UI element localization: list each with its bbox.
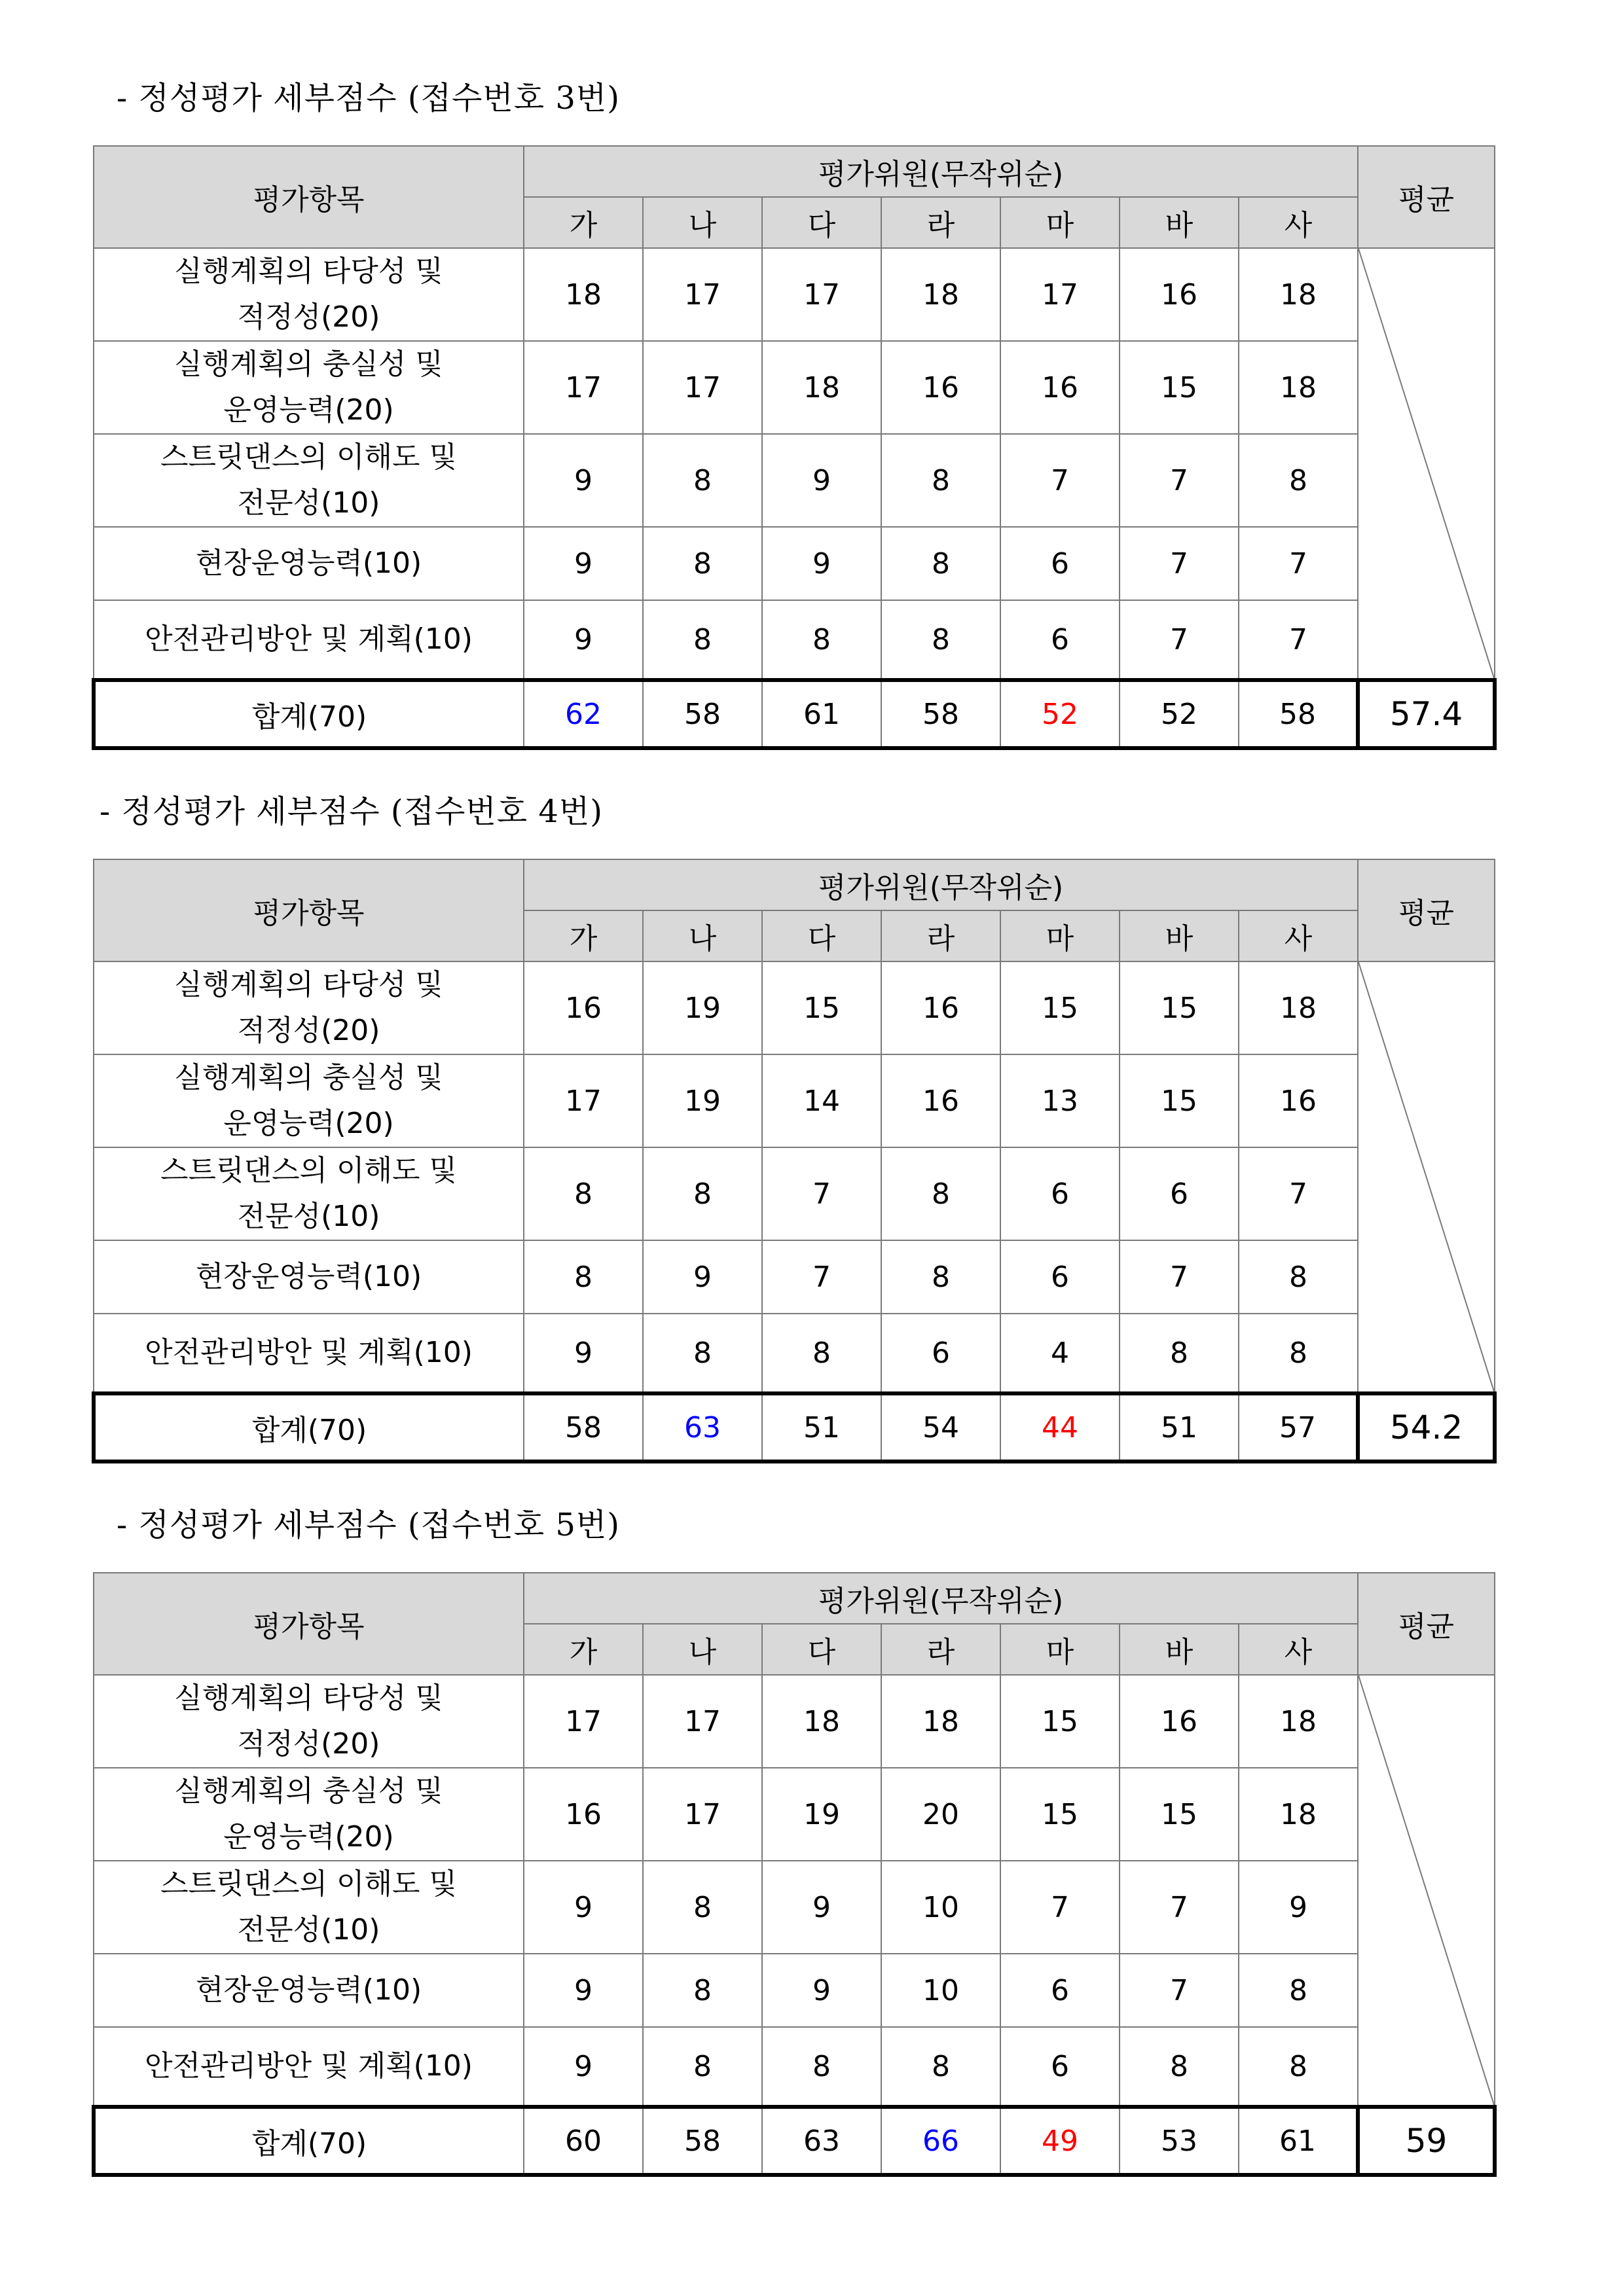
score-cell: 13	[1000, 1054, 1120, 1147]
total-label: 합계(70)	[94, 680, 524, 748]
item-name	[94, 961, 524, 1054]
item-name	[94, 1147, 524, 1240]
section-title: - 정성평가 세부점수 (접수번호 3번)	[117, 80, 621, 117]
item-name-line: 실행계획의 타당성 및	[174, 255, 443, 288]
header-item-label: 평가항목	[94, 859, 524, 961]
score-cell: 16	[881, 1054, 1000, 1147]
score-cell: 18	[1239, 961, 1358, 1054]
score-cell: 16	[881, 341, 1000, 434]
evaluator-code: 라	[881, 1624, 1000, 1675]
total-row	[94, 2107, 1495, 2175]
item-name-line: 전문성(10)	[237, 1200, 380, 1233]
item-name	[94, 1675, 524, 1768]
item-name-line: 실행계획의 타당성 및	[174, 1681, 443, 1715]
score-cell: 6	[1000, 2027, 1120, 2107]
score-cell: 6	[881, 1314, 1000, 1393]
score-cell: 7	[1239, 1147, 1358, 1240]
item-name-line: 전문성(10)	[237, 1913, 380, 1946]
item-name	[94, 1954, 524, 2027]
score-cell: 8	[1239, 434, 1358, 527]
item-name-line: 운영능력(20)	[223, 1820, 394, 1854]
total-score: 53	[1120, 2107, 1239, 2175]
total-score: 58	[524, 1393, 643, 1462]
score-cell: 9	[524, 527, 643, 600]
score-cell: 9	[643, 1240, 762, 1314]
average-diagonal-cell	[1358, 248, 1495, 680]
item-name-line: 실행계획의 충실성 및	[174, 348, 443, 381]
score-cell: 9	[524, 2027, 643, 2107]
score-cell: 9	[524, 1954, 643, 2027]
total-score: 62	[524, 680, 643, 748]
evaluator-code: 사	[1239, 910, 1358, 961]
table-row	[94, 434, 1495, 527]
score-cell: 10	[881, 1954, 1000, 2027]
score-cell: 7	[762, 1147, 881, 1240]
score-cell: 8	[524, 1147, 643, 1240]
evaluator-code: 바	[1120, 197, 1239, 248]
item-name-line: 안전관리방안 및 계획(10)	[145, 1336, 473, 1369]
score-cell: 15	[1120, 341, 1239, 434]
score-cell: 8	[643, 1314, 762, 1393]
total-score: 44	[1000, 1393, 1120, 1462]
score-cell: 8	[762, 2027, 881, 2107]
score-cell: 17	[643, 248, 762, 341]
score-table	[92, 1572, 1497, 2177]
score-cell: 15	[1000, 1768, 1120, 1861]
score-cell: 18	[1239, 248, 1358, 341]
score-cell: 6	[1000, 1954, 1120, 2027]
score-cell: 15	[762, 961, 881, 1054]
item-name-line: 운영능력(20)	[223, 1107, 394, 1140]
item-name	[94, 2027, 524, 2107]
item-name-line: 실행계획의 타당성 및	[174, 968, 443, 1001]
table-row	[94, 1768, 1495, 1861]
score-cell: 18	[881, 248, 1000, 341]
item-name-line: 실행계획의 충실성 및	[174, 1774, 443, 1808]
total-score: 51	[1120, 1393, 1239, 1462]
table-row	[94, 600, 1495, 680]
score-cell: 14	[762, 1054, 881, 1147]
score-cell: 9	[1239, 1861, 1358, 1954]
score-cell: 18	[1239, 341, 1358, 434]
evaluator-code: 라	[881, 197, 1000, 248]
table-row	[94, 961, 1495, 1054]
table-row	[94, 1240, 1495, 1314]
average-diagonal-cell	[1358, 961, 1495, 1393]
header-average-label: 평균	[1358, 1573, 1495, 1675]
diagonal-line	[1359, 249, 1494, 678]
score-cell: 4	[1000, 1314, 1120, 1393]
score-cell: 18	[762, 341, 881, 434]
evaluator-code: 마	[1000, 910, 1120, 961]
total-label: 합계(70)	[94, 1393, 524, 1462]
item-name	[94, 527, 524, 600]
table-row	[94, 1054, 1495, 1147]
score-cell: 8	[881, 600, 1000, 680]
score-cell: 9	[524, 1861, 643, 1954]
score-cell: 8	[762, 1314, 881, 1393]
average-value: 57.4	[1358, 680, 1495, 748]
score-cell: 6	[1120, 1147, 1239, 1240]
score-cell: 17	[643, 1675, 762, 1768]
score-cell: 7	[1120, 527, 1239, 600]
evaluator-code: 나	[643, 1624, 762, 1675]
evaluator-code: 다	[762, 197, 881, 248]
total-label: 합계(70)	[94, 2107, 524, 2175]
score-cell: 17	[643, 341, 762, 434]
item-name-line: 현장운영능력(10)	[195, 1260, 422, 1293]
table-row	[94, 341, 1495, 434]
evaluator-code: 다	[762, 910, 881, 961]
score-cell: 9	[524, 1314, 643, 1393]
score-cell: 8	[1239, 1954, 1358, 2027]
item-name-line: 전문성(10)	[237, 486, 380, 520]
total-score: 60	[524, 2107, 643, 2175]
table-row	[94, 1147, 1495, 1240]
evaluator-code: 사	[1239, 197, 1358, 248]
score-cell: 18	[1239, 1768, 1358, 1861]
score-cell: 8	[643, 600, 762, 680]
evaluator-code: 마	[1000, 1624, 1120, 1675]
item-name-line: 현장운영능력(10)	[195, 547, 422, 580]
score-cell: 15	[1120, 1054, 1239, 1147]
header-evaluators-label: 평가위원(무작위순)	[524, 1573, 1358, 1624]
total-score: 58	[1239, 680, 1358, 748]
item-name-line: 실행계획의 충실성 및	[174, 1061, 443, 1094]
item-name-line: 적정성(20)	[237, 300, 380, 334]
item-name-line: 스트릿댄스의 이해도 및	[160, 1867, 457, 1901]
item-name	[94, 248, 524, 341]
total-score: 66	[881, 2107, 1000, 2175]
score-cell: 8	[881, 527, 1000, 600]
score-cell: 7	[1120, 1861, 1239, 1954]
score-cell: 15	[1120, 1768, 1239, 1861]
score-cell: 18	[762, 1675, 881, 1768]
section-title: - 정성평가 세부점수 (접수번호 5번)	[117, 1507, 621, 1543]
score-cell: 16	[1239, 1054, 1358, 1147]
score-cell: 6	[1000, 1147, 1120, 1240]
score-cell: 16	[1000, 341, 1120, 434]
item-name-line: 적정성(20)	[237, 1727, 380, 1761]
score-cell: 20	[881, 1768, 1000, 1861]
score-cell: 9	[762, 1861, 881, 1954]
score-cell: 19	[643, 961, 762, 1054]
score-cell: 7	[762, 1240, 881, 1314]
score-cell: 15	[1000, 961, 1120, 1054]
total-score: 49	[1000, 2107, 1120, 2175]
item-name-line: 적정성(20)	[237, 1014, 380, 1047]
score-cell: 9	[762, 434, 881, 527]
score-cell: 16	[1120, 248, 1239, 341]
average-value: 59	[1358, 2107, 1495, 2175]
score-cell: 8	[881, 434, 1000, 527]
total-score: 61	[762, 680, 881, 748]
table-row	[94, 1861, 1495, 1954]
item-name	[94, 1240, 524, 1314]
evaluator-code: 바	[1120, 1624, 1239, 1675]
score-table	[92, 145, 1497, 750]
score-cell: 8	[881, 2027, 1000, 2107]
score-cell: 8	[643, 1861, 762, 1954]
score-cell: 8	[1239, 1314, 1358, 1393]
diagonal-line	[1359, 962, 1494, 1391]
table-row	[94, 2027, 1495, 2107]
score-cell: 8	[1239, 1240, 1358, 1314]
item-name-line: 현장운영능력(10)	[195, 1973, 422, 2007]
average-diagonal-cell	[1358, 1675, 1495, 2107]
total-score: 61	[1239, 2107, 1358, 2175]
score-cell: 17	[524, 341, 643, 434]
score-cell: 7	[1000, 1861, 1120, 1954]
item-name	[94, 1768, 524, 1861]
score-cell: 7	[1239, 527, 1358, 600]
item-name-line: 안전관리방안 및 계획(10)	[145, 2049, 473, 2083]
header-evaluators-label: 평가위원(무작위순)	[524, 859, 1358, 910]
evaluator-code: 가	[524, 1624, 643, 1675]
score-cell: 15	[1000, 1675, 1120, 1768]
total-row	[94, 680, 1495, 748]
evaluator-code: 나	[643, 910, 762, 961]
score-cell: 8	[643, 527, 762, 600]
score-cell: 7	[1120, 1954, 1239, 2027]
total-score: 51	[762, 1393, 881, 1462]
score-cell: 16	[524, 1768, 643, 1861]
table-row	[94, 248, 1495, 341]
item-name-line: 운영능력(20)	[223, 393, 394, 427]
score-cell: 8	[1120, 1314, 1239, 1393]
header-item-label: 평가항목	[94, 1573, 524, 1675]
total-score: 54	[881, 1393, 1000, 1462]
total-score: 63	[762, 2107, 881, 2175]
total-score: 63	[643, 1393, 762, 1462]
average-value: 54.2	[1358, 1393, 1495, 1462]
total-score: 52	[1120, 680, 1239, 748]
header-average-label: 평균	[1358, 146, 1495, 248]
score-cell: 17	[643, 1768, 762, 1861]
score-cell: 16	[1120, 1675, 1239, 1768]
item-name	[94, 1861, 524, 1954]
score-cell: 6	[1000, 527, 1120, 600]
score-cell: 9	[524, 434, 643, 527]
score-cell: 8	[881, 1240, 1000, 1314]
score-cell: 7	[1120, 600, 1239, 680]
evaluator-code: 마	[1000, 197, 1120, 248]
score-cell: 9	[762, 527, 881, 600]
evaluator-code: 사	[1239, 1624, 1358, 1675]
item-name-line: 안전관리방안 및 계획(10)	[145, 622, 473, 656]
score-cell: 16	[524, 961, 643, 1054]
item-name-line: 스트릿댄스의 이해도 및	[160, 1154, 457, 1187]
score-cell: 9	[762, 1954, 881, 2027]
total-score: 58	[643, 680, 762, 748]
score-cell: 17	[524, 1054, 643, 1147]
total-row	[94, 1393, 1495, 1462]
evaluator-code: 바	[1120, 910, 1239, 961]
score-cell: 7	[1239, 600, 1358, 680]
header-item-label: 평가항목	[94, 146, 524, 248]
score-table	[92, 859, 1497, 1463]
score-cell: 8	[1120, 2027, 1239, 2107]
section-title: - 정성평가 세부점수 (접수번호 4번)	[100, 793, 604, 830]
score-cell: 18	[1239, 1675, 1358, 1768]
total-score: 58	[643, 2107, 762, 2175]
score-cell: 8	[1239, 2027, 1358, 2107]
item-name	[94, 341, 524, 434]
total-score: 58	[881, 680, 1000, 748]
evaluator-code: 나	[643, 197, 762, 248]
table-row	[94, 1954, 1495, 2027]
item-name	[94, 600, 524, 680]
score-cell: 17	[1000, 248, 1120, 341]
score-cell: 8	[643, 434, 762, 527]
score-cell: 6	[1000, 1240, 1120, 1314]
header-evaluators-label: 평가위원(무작위순)	[524, 146, 1358, 197]
evaluator-code: 라	[881, 910, 1000, 961]
score-cell: 8	[643, 1147, 762, 1240]
table-row	[94, 527, 1495, 600]
score-cell: 19	[643, 1054, 762, 1147]
table-row	[94, 1675, 1495, 1768]
item-name-line: 스트릿댄스의 이해도 및	[160, 440, 457, 474]
score-cell: 19	[762, 1768, 881, 1861]
header-average-label: 평균	[1358, 859, 1495, 961]
score-cell: 6	[1000, 600, 1120, 680]
score-cell: 18	[881, 1675, 1000, 1768]
evaluator-code: 다	[762, 1624, 881, 1675]
score-cell: 8	[881, 1147, 1000, 1240]
score-cell: 16	[881, 961, 1000, 1054]
score-cell: 18	[524, 248, 643, 341]
diagonal-line	[1359, 1676, 1494, 2105]
item-name	[94, 1314, 524, 1393]
score-cell: 7	[1120, 434, 1239, 527]
evaluator-code: 가	[524, 910, 643, 961]
score-cell: 17	[762, 248, 881, 341]
score-cell: 7	[1120, 1240, 1239, 1314]
score-cell: 7	[1000, 434, 1120, 527]
total-score: 52	[1000, 680, 1120, 748]
score-cell: 10	[881, 1861, 1000, 1954]
table-row	[94, 1314, 1495, 1393]
score-cell: 8	[643, 2027, 762, 2107]
score-cell: 8	[643, 1954, 762, 2027]
score-cell: 15	[1120, 961, 1239, 1054]
item-name	[94, 434, 524, 527]
evaluator-code: 가	[524, 197, 643, 248]
total-score: 57	[1239, 1393, 1358, 1462]
score-cell: 8	[524, 1240, 643, 1314]
score-cell: 8	[762, 600, 881, 680]
score-cell: 9	[524, 600, 643, 680]
score-cell: 17	[524, 1675, 643, 1768]
item-name	[94, 1054, 524, 1147]
